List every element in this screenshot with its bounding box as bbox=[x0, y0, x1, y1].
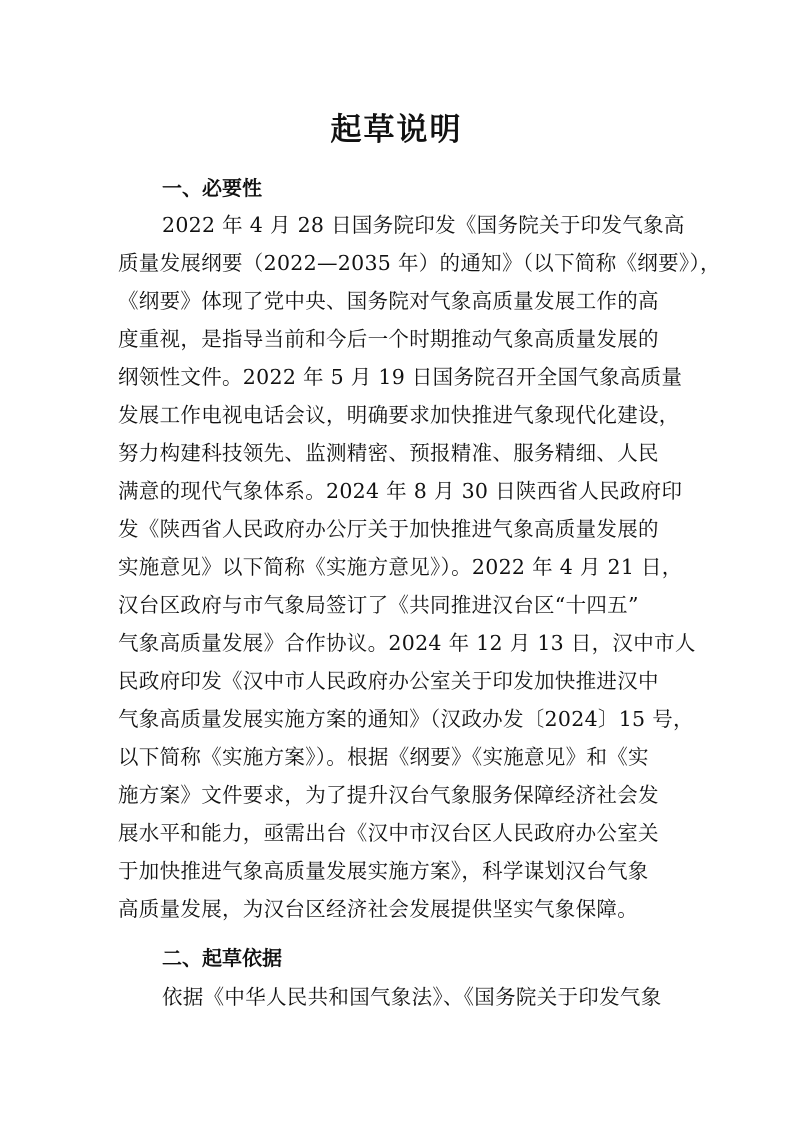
paragraph-line: 满意的现代气象体系。2024 年 8 月 30 日陕西省人民政府印 bbox=[118, 479, 683, 503]
paragraph-line: 施方案》文件要求，为了提升汉台气象服务保障经济社会发 bbox=[118, 783, 659, 807]
page-title: 起草说明 bbox=[330, 112, 463, 148]
paragraph-line: 努力构建科技领先、监测精密、预报精准、服务精细、人民 bbox=[118, 441, 659, 465]
section-heading-necessity: 一、必要性 bbox=[162, 176, 262, 200]
paragraph-line: 纲领性文件。2022 年 5 月 19 日国务院召开全国气象高质量 bbox=[118, 365, 683, 389]
paragraph-line: 气象高质量发展实施方案的通知》（汉政办发〔2024〕15 号， bbox=[118, 707, 694, 731]
paragraph-line: 于加快推进气象高质量发展实施方案》，科学谋划汉台气象 bbox=[118, 859, 649, 883]
paragraph-line: 发《陕西省人民政府办公厅关于加快推进气象高质量发展的 bbox=[118, 517, 659, 541]
paragraph-line: 《纲要》体现了党中央、国务院对气象高质量发展工作的高 bbox=[118, 289, 659, 313]
paragraph-line: 高质量发展，为汉台区经济社会发展提供坚实气象保障。 bbox=[118, 897, 638, 921]
paragraph-line: 实施意见》以下简称《实施方意见》）。2022 年 4 月 21 日， bbox=[118, 555, 683, 579]
paragraph-line: 依据《中华人民共和国气象法》、《国务院关于印发气象 bbox=[162, 985, 662, 1009]
paragraph-line: 汉台区政府与市气象局签订了《共同推进汉台区“十四五” bbox=[118, 593, 639, 617]
paragraph-line: 以下简称《实施方案》）。根据《纲要》《实施意见》和《实 bbox=[118, 745, 649, 769]
paragraph-line: 质量发展纲要（2022—2035 年）的通知》（以下简称《纲要》）， bbox=[118, 251, 721, 275]
paragraph-line: 气象高质量发展》合作协议。2024 年 12 月 13 日，汉中市人 bbox=[118, 631, 696, 655]
paragraph-line: 展水平和能力，亟需出台《汉中市汉台区人民政府办公室关 bbox=[118, 821, 659, 845]
paragraph-line: 度重视，是指导当前和今后一个时期推动气象高质量发展的 bbox=[118, 327, 659, 351]
paragraph-line: 发展工作电视电话会议，明确要求加快推进气象现代化建设， bbox=[118, 403, 680, 427]
paragraph-line: 民政府印发《汉中市人民政府办公室关于印发加快推进汉中 bbox=[118, 669, 659, 693]
paragraph-line: 2022 年 4 月 28 日国务院印发《国务院关于印发气象高 bbox=[162, 213, 685, 237]
section-heading-basis: 二、起草依据 bbox=[162, 946, 282, 970]
